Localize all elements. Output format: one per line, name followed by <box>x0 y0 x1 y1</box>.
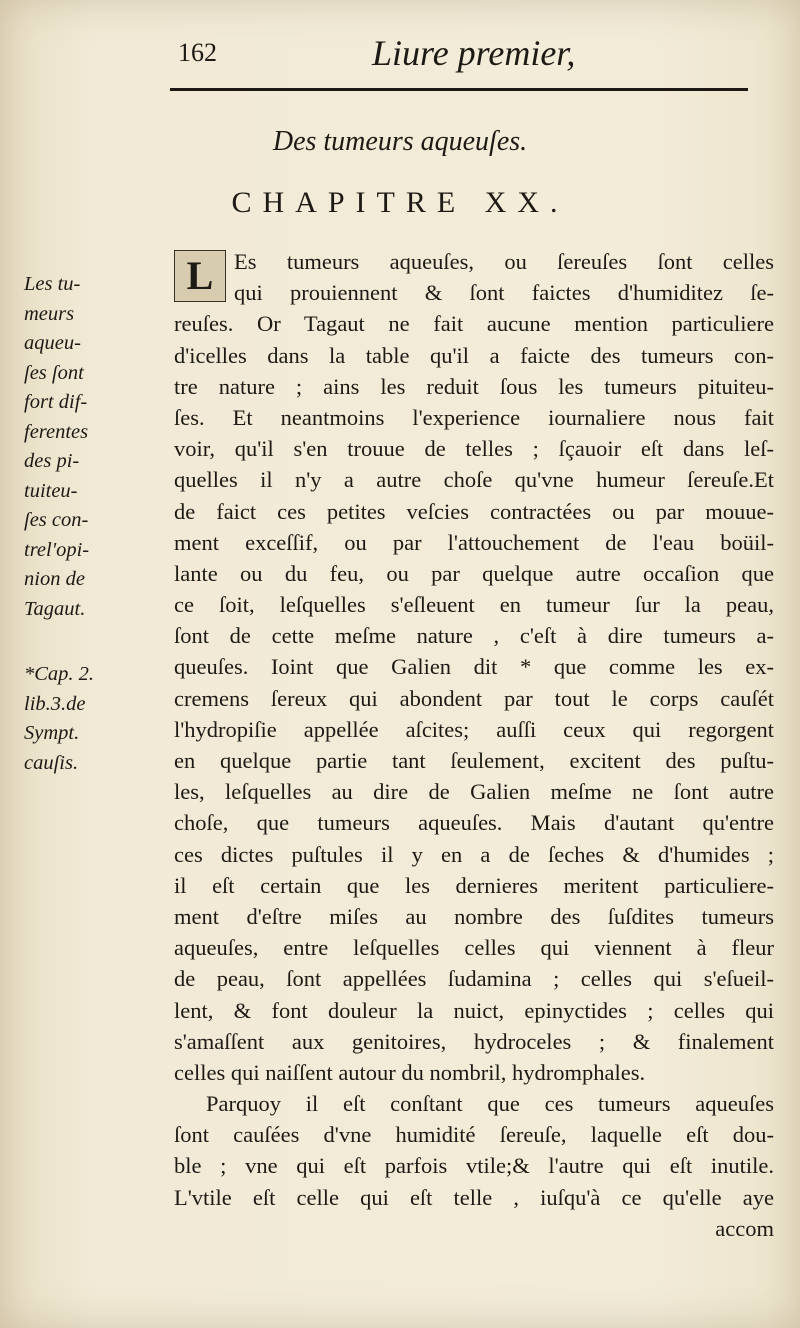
body-text <box>174 246 774 1244</box>
text-line: Es tumeurs aqueuſes, ou ſereuſes ſont celles <box>234 249 774 274</box>
page-header <box>0 28 800 78</box>
text-line: s'amaſſent aux genitoires, hydroceles ; & finalement <box>174 1028 774 1054</box>
text-line: choſe, que tumeurs aqueuſes. Mais d'autant qu'entre <box>174 810 774 836</box>
text-line: reuſes. Or Tagaut ne fait aucune mention particuliere <box>174 311 774 337</box>
text-line: qui prouiennent & ſont faictes d'humiditez ſe- <box>234 280 774 306</box>
text-line: ſont cauſées d'vne humidité ſereuſe, laquelle eſt dou- <box>174 1122 774 1148</box>
text-line: celles qui naiſſent autour du nombril, hydromphales. <box>174 1059 646 1085</box>
text-line: de peau, ſont appellées ſudamina ; celles qui s'eſueil- <box>174 966 774 992</box>
text-line: voir, qu'il s'en trouue de telles ; ſçauoir eſt dans leſ- <box>174 436 774 462</box>
text-line: ment exceſſif, ou par l'attouchement de l'eau boüil- <box>174 529 774 555</box>
text-line: ment d'eſtre miſes au nombre des ſuſdites tumeurs <box>174 903 774 929</box>
text-line: lante ou du feu, ou par quelque autre occaſion que <box>174 560 774 586</box>
drop-cap-initial: L <box>174 250 226 302</box>
text-line: Parquoy il eſt conſtant que ces tumeurs aqueuſes <box>206 1091 774 1117</box>
text-line: cremens ſereux qui abondent par tout le corps cauſét <box>174 685 774 711</box>
header-rule <box>170 88 748 91</box>
text-line: l'hydropiſie appellée aſcites; auſſi ceux qui regorgent <box>174 716 774 742</box>
chapter-heading: CHAPITRE XX. <box>231 186 569 219</box>
text-line: de faict ces petites veſcies contractées ou par mouue- <box>174 498 774 524</box>
text-line: en quelque partie tant ſeulement, excitent des puſtu- <box>174 748 774 773</box>
text-line: ſes. Et neantmoins l'experience iournaliere nous fait <box>174 404 774 430</box>
page-number: 162 <box>178 38 217 67</box>
text-line: il eſt certain que les dernieres meritent particuliere- <box>174 872 774 898</box>
text-line: queuſes. Ioint que Galien dit * que comme les ex- <box>174 654 774 680</box>
text-line: ces dictes puſtules il y en a de ſeches & d'humides ; <box>174 841 774 867</box>
catchword: accom <box>715 1215 774 1241</box>
text-line: aqueuſes, entre leſquelles celles qui viennent à fleur <box>174 935 774 961</box>
text-line: les, leſquelles au dire de Galien meſme ne ſont autre <box>174 779 774 805</box>
text-line: L'vtile eſt celle qui eſt telle , iuſqu'à ce qu'elle aye <box>174 1184 774 1210</box>
margin-note-galien-reference: *Cap. 2. lib.3.de Sympt. cauſis. <box>24 663 95 774</box>
running-head: Liure premier, <box>372 33 576 73</box>
text-line: d'icelles dans la table qu'il a faicte des tumeurs con- <box>174 342 774 368</box>
text-line: ble ; vne qui eſt parfois vtile;& l'autre qui eſt inutile. <box>174 1153 774 1179</box>
margin-note-tagaut: Les tu- meurs aqueu- ſes ſont fort dif- ferentes des pi- tuiteu- ſes con- trel'opi- nion de Tagaut. <box>24 273 90 620</box>
section-title: Des tumeurs aqueuſes. <box>272 126 528 157</box>
text-line: ſont de cette meſme nature , c'eſt à dire tumeurs a- <box>174 623 774 649</box>
text-line: lent, & font douleur la nuict, epinyctides ; celles qui <box>174 997 774 1023</box>
text-line: quelles il n'y a autre choſe qu'vne humeur ſereuſe.Et <box>174 467 774 493</box>
text-line: tre nature ; ains les reduit ſous les tumeurs pituiteu- <box>174 373 774 399</box>
text-line: ce ſoit, leſquelles s'eſleuent en tumeur ſur la peau, <box>174 592 774 618</box>
